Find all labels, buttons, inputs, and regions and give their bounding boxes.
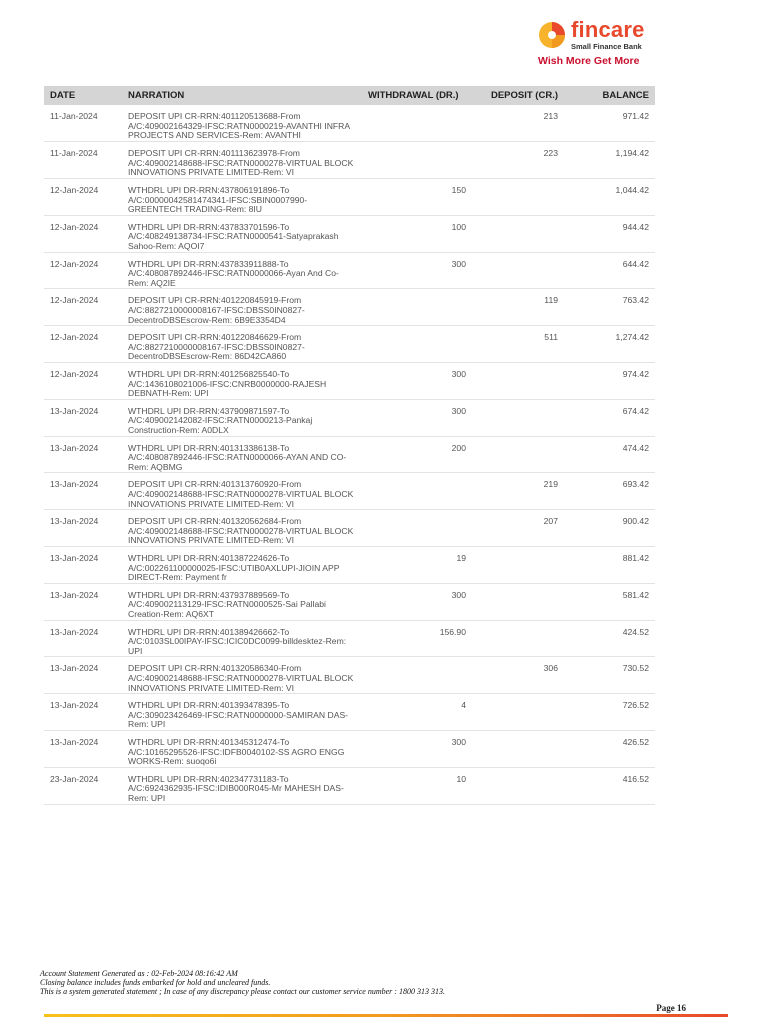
cell-deposit xyxy=(472,767,564,804)
cell-balance: 416.52 xyxy=(564,767,655,804)
cell-deposit: 223 xyxy=(472,142,564,179)
cell-withdrawal: 300 xyxy=(362,583,472,620)
cell-narration: WTHDRL UPI DR-RRN:401387224626-To A/C:002261100000025-IFSC:UTIB0AXLUPI-JIOIN APP DIRECT-Rem: Payment fr xyxy=(122,547,362,584)
cell-date: 12-Jan-2024 xyxy=(44,326,122,363)
cell-balance: 900.42 xyxy=(564,510,655,547)
cell-withdrawal: 4 xyxy=(362,694,472,731)
cell-deposit xyxy=(472,363,564,400)
table-header-row xyxy=(44,86,655,105)
table-row xyxy=(44,326,655,363)
cell-balance: 644.42 xyxy=(564,252,655,289)
cell-withdrawal: 19 xyxy=(362,547,472,584)
cell-narration: WTHDRL UPI DR-RRN:437833911888-To A/C:408087892446-IFSC:RATN0000066-Ayan And Co-Rem: AQ2IE xyxy=(122,252,362,289)
cell-withdrawal: 300 xyxy=(362,252,472,289)
transactions-body xyxy=(44,105,655,804)
cell-balance: 693.42 xyxy=(564,473,655,510)
table-row xyxy=(44,363,655,400)
table-row xyxy=(44,510,655,547)
cell-date: 13-Jan-2024 xyxy=(44,399,122,436)
cell-narration: DEPOSIT UPI CR-RRN:401320562684-From A/C:409002148688-IFSC:RATN0000278-VIRTUAL BLOCK INNOVATIONS PRIVATE LIMITED-Rem: VI xyxy=(122,510,362,547)
table-row xyxy=(44,620,655,657)
cell-balance: 971.42 xyxy=(564,105,655,142)
bank-logo xyxy=(538,18,728,70)
cell-withdrawal: 300 xyxy=(362,363,472,400)
table-row xyxy=(44,767,655,804)
cell-narration: DEPOSIT UPI CR-RRN:401313760920-From A/C:409002148688-IFSC:RATN0000278-VIRTUAL BLOCK INNOVATIONS PRIVATE LIMITED-Rem: VI xyxy=(122,473,362,510)
cell-date: 13-Jan-2024 xyxy=(44,473,122,510)
cell-balance: 426.52 xyxy=(564,731,655,768)
cell-deposit: 119 xyxy=(472,289,564,326)
table-row xyxy=(44,215,655,252)
cell-date: 13-Jan-2024 xyxy=(44,583,122,620)
cell-deposit: 511 xyxy=(472,326,564,363)
cell-deposit xyxy=(472,436,564,473)
cell-narration: WTHDRL UPI DR-RRN:401256825540-To A/C:1436108021006-IFSC:CNRB0000000-RAJESH DEBNATH-Rem: UPI xyxy=(122,363,362,400)
cell-date: 12-Jan-2024 xyxy=(44,289,122,326)
cell-date: 12-Jan-2024 xyxy=(44,215,122,252)
table-row xyxy=(44,289,655,326)
cell-date: 13-Jan-2024 xyxy=(44,731,122,768)
statement-footer xyxy=(40,970,445,996)
header-deposit: DEPOSIT (CR.) xyxy=(472,86,564,105)
cell-withdrawal xyxy=(362,510,472,547)
header-date: DATE xyxy=(44,86,122,105)
cell-balance: 974.42 xyxy=(564,363,655,400)
cell-deposit xyxy=(472,620,564,657)
cell-withdrawal xyxy=(362,289,472,326)
bank-tagline: Wish More Get More xyxy=(538,55,640,67)
cell-withdrawal: 10 xyxy=(362,767,472,804)
cell-narration: DEPOSIT UPI CR-RRN:401220846629-From A/C:8827210000008167-IFSC:DBSS0IN0827-DecentroDBSEscrow-Rem: 86D42CA860 xyxy=(122,326,362,363)
cell-withdrawal xyxy=(362,105,472,142)
cell-narration: DEPOSIT UPI CR-RRN:401113623978-From A/C:409002148688-IFSC:RATN0000278-VIRTUAL BLOCK INNOVATIONS PRIVATE LIMITED-Rem: VI xyxy=(122,142,362,179)
cell-narration: WTHDRL UPI DR-RRN:437806191896-To A/C:00000042581474341-IFSC:SBIN0007990-GREENTECH TRADING-Rem: 8IU xyxy=(122,179,362,216)
cell-deposit: 219 xyxy=(472,473,564,510)
cell-deposit xyxy=(472,215,564,252)
cell-narration: DEPOSIT UPI CR-RRN:401320586340-From A/C:409002148688-IFSC:RATN0000278-VIRTUAL BLOCK INNOVATIONS PRIVATE LIMITED-Rem: VI xyxy=(122,657,362,694)
cell-date: 12-Jan-2024 xyxy=(44,179,122,216)
cell-withdrawal: 300 xyxy=(362,399,472,436)
cell-deposit xyxy=(472,694,564,731)
table-row xyxy=(44,252,655,289)
cell-balance: 881.42 xyxy=(564,547,655,584)
cell-date: 13-Jan-2024 xyxy=(44,694,122,731)
cell-date: 13-Jan-2024 xyxy=(44,436,122,473)
footer-disclaimer: This is a system generated statement ; In case of any discrepancy please contact our customer service number : 1800 313 313. xyxy=(40,986,445,996)
cell-withdrawal xyxy=(362,657,472,694)
footer-color-bar xyxy=(44,1014,728,1017)
table-row xyxy=(44,583,655,620)
header-balance: BALANCE xyxy=(564,86,655,105)
cell-narration: WTHDRL UPI DR-RRN:401389426662-To A/C:0103SL00IPAY-IFSC:ICIC0DC0099-billdesktez-Rem: UPI xyxy=(122,620,362,657)
cell-deposit xyxy=(472,731,564,768)
bank-subtitle: Small Finance Bank xyxy=(571,42,642,51)
footer-generated-line: Account Statement Generated as : 02-Feb-2024 08:16:42 AM xyxy=(40,969,238,978)
cell-deposit: 207 xyxy=(472,510,564,547)
cell-narration: WTHDRL UPI DR-RRN:402347731183-To A/C:6924362935-IFSC:IDIB000R045-Mr MAHESH DAS-Rem: UPI xyxy=(122,767,362,804)
table-row xyxy=(44,179,655,216)
bank-brand-name: fincare xyxy=(571,17,645,42)
cell-deposit xyxy=(472,179,564,216)
cell-date: 13-Jan-2024 xyxy=(44,547,122,584)
cell-balance: 726.52 xyxy=(564,694,655,731)
cell-narration: WTHDRL UPI DR-RRN:401313386138-To A/C:408087892446-IFSC:RATN0000066-AYAN AND CO-Rem: AQBMG xyxy=(122,436,362,473)
cell-balance: 581.42 xyxy=(564,583,655,620)
header-narration: NARRATION xyxy=(122,86,362,105)
cell-date: 13-Jan-2024 xyxy=(44,510,122,547)
cell-narration: WTHDRL UPI DR-RRN:401345312474-To A/C:10165295526-IFSC:IDFB0040102-SS AGRO ENGG WORKS-Rem: suoqo6i xyxy=(122,731,362,768)
cell-narration: DEPOSIT UPI CR-RRN:401220845919-From A/C:8827210000008167-IFSC:DBSS0IN0827-DecentroDBSEscrow-Rem: 6B9E3354D4 xyxy=(122,289,362,326)
cell-withdrawal: 200 xyxy=(362,436,472,473)
cell-balance: 730.52 xyxy=(564,657,655,694)
cell-balance: 944.42 xyxy=(564,215,655,252)
page-number: Page 16 xyxy=(656,1003,686,1013)
table-row xyxy=(44,436,655,473)
transactions-table xyxy=(44,86,655,805)
cell-narration: WTHDRL UPI DR-RRN:401393478395-To A/C:309023426469-IFSC:RATN0000000-SAMIRAN DAS-Rem: UPI xyxy=(122,694,362,731)
cell-date: 12-Jan-2024 xyxy=(44,252,122,289)
cell-withdrawal: 156.90 xyxy=(362,620,472,657)
table-row xyxy=(44,694,655,731)
table-row xyxy=(44,657,655,694)
table-row xyxy=(44,399,655,436)
header-withdrawal: WITHDRAWAL (DR.) xyxy=(362,86,472,105)
cell-deposit xyxy=(472,547,564,584)
cell-balance: 1,044.42 xyxy=(564,179,655,216)
cell-deposit: 213 xyxy=(472,105,564,142)
cell-balance: 674.42 xyxy=(564,399,655,436)
cell-withdrawal xyxy=(362,142,472,179)
table-row xyxy=(44,105,655,142)
cell-balance: 763.42 xyxy=(564,289,655,326)
cell-withdrawal: 150 xyxy=(362,179,472,216)
cell-withdrawal: 300 xyxy=(362,731,472,768)
footer-closing-balance-note: Closing balance includes funds embarked for hold and uncleared funds. xyxy=(40,977,271,987)
cell-date: 11-Jan-2024 xyxy=(44,105,122,142)
cell-narration: WTHDRL UPI DR-RRN:437937889569-To A/C:409002113129-IFSC:RATN0000525-Sai Pallabi Creation-Rem: AQ6XT xyxy=(122,583,362,620)
cell-withdrawal xyxy=(362,326,472,363)
cell-narration: DEPOSIT UPI CR-RRN:401120513688-From A/C:409002164329-IFSC:RATN0000219-AVANTHI INFRA PROJECTS AND SERVICES-Rem: AVANTHI xyxy=(122,105,362,142)
cell-deposit: 306 xyxy=(472,657,564,694)
fincare-logo-icon xyxy=(538,20,566,50)
cell-deposit xyxy=(472,583,564,620)
table-row xyxy=(44,142,655,179)
table-row xyxy=(44,731,655,768)
cell-balance: 474.42 xyxy=(564,436,655,473)
cell-withdrawal xyxy=(362,473,472,510)
cell-date: 13-Jan-2024 xyxy=(44,657,122,694)
table-row xyxy=(44,547,655,584)
cell-withdrawal: 100 xyxy=(362,215,472,252)
cell-deposit xyxy=(472,252,564,289)
cell-narration: WTHDRL UPI DR-RRN:437833701596-To A/C:408249138734-IFSC:RATN0000541-Satyaprakash Sahoo-Rem: AQOI7 xyxy=(122,215,362,252)
cell-date: 11-Jan-2024 xyxy=(44,142,122,179)
cell-balance: 1,194.42 xyxy=(564,142,655,179)
cell-date: 12-Jan-2024 xyxy=(44,363,122,400)
cell-balance: 424.52 xyxy=(564,620,655,657)
cell-deposit xyxy=(472,399,564,436)
table-row xyxy=(44,473,655,510)
cell-date: 13-Jan-2024 xyxy=(44,620,122,657)
cell-narration: WTHDRL UPI DR-RRN:437909871597-To A/C:409002142082-IFSC:RATN0000213-Pankaj Construction-Rem: A0DLX xyxy=(122,399,362,436)
cell-balance: 1,274.42 xyxy=(564,326,655,363)
cell-date: 23-Jan-2024 xyxy=(44,767,122,804)
